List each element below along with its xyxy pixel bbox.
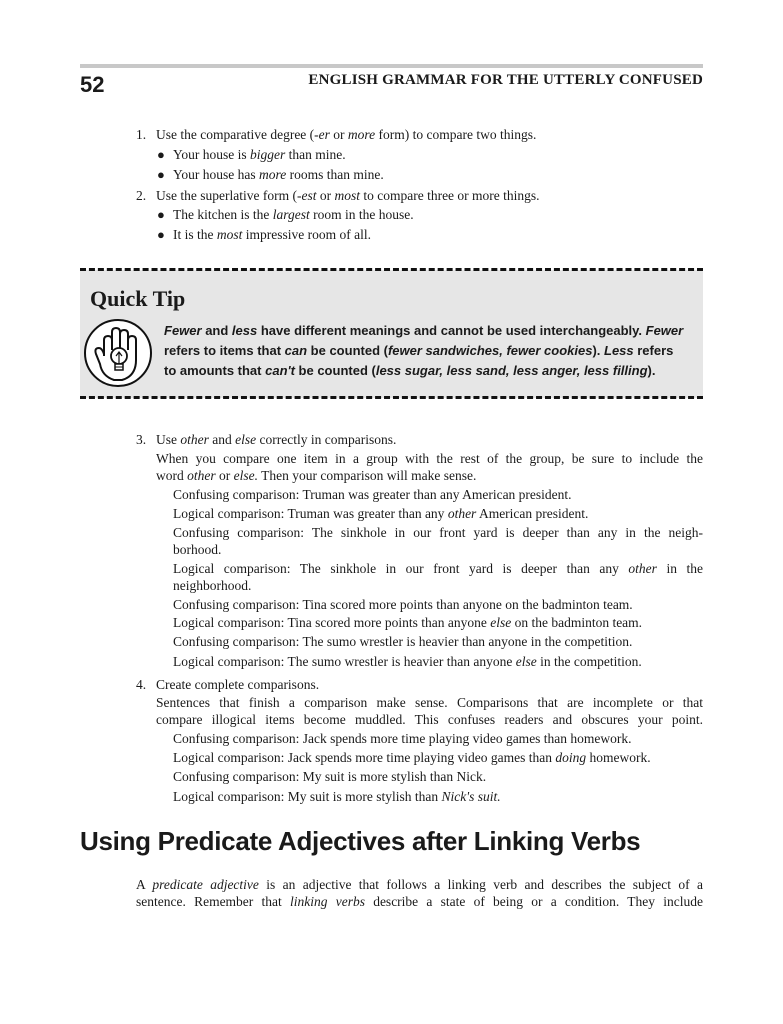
rule-2-text: Use the superlative form (-est or most to compare three or more things. <box>156 188 540 203</box>
quick-tip-line: Fewer and less have different meanings and cannot be used interchangeably. Fewer <box>164 323 684 338</box>
bullet-icon: ● <box>157 147 165 162</box>
bullet-icon: ● <box>157 207 165 222</box>
example-line: Logical comparison: My suit is more stylish than Nick's suit. <box>173 789 501 804</box>
quick-tip-line: refers to items that can be counted (fewer sandwiches, fewer cookies). Less refers <box>164 343 674 358</box>
paragraph-line: compare illogical items become muddled. This confuses readers and obscures your point. <box>156 712 703 727</box>
example-line: Confusing comparison: Tina scored more points than anyone on the badminton team. <box>173 597 633 612</box>
paragraph-line: A predicate adjective is an adjective that follows a linking verb and describes the subject of a <box>136 877 703 892</box>
rule-1-text: Use the comparative degree (-er or more form) to compare two things. <box>156 127 537 142</box>
header-rule <box>80 64 703 68</box>
bullet-icon: ● <box>157 167 165 182</box>
example-line: neighborhood. <box>173 578 252 593</box>
paragraph-line: word other or else. Then your comparison will make sense. <box>156 468 477 483</box>
bullet-item: It is the most impressive room of all. <box>173 227 371 242</box>
example-line: Logical comparison: Tina scored more points than anyone else on the badminton team. <box>173 615 643 630</box>
quick-tip-title: Quick Tip <box>90 286 186 311</box>
bullet-item: The kitchen is the largest room in the house. <box>173 207 414 222</box>
rule-3-text: Use other and else correctly in comparisons. <box>156 432 397 447</box>
example-line: Confusing comparison: The sinkhole in our front yard is deeper than any in the neigh- <box>173 525 703 540</box>
running-head: ENGLISH GRAMMAR FOR THE UTTERLY CONFUSED <box>308 72 703 88</box>
section-heading: Using Predicate Adjectives after Linking Verbs <box>80 826 641 856</box>
lightbulb-in-hand-icon <box>82 316 156 395</box>
tip-border-bottom <box>80 396 703 399</box>
quick-tip-line: to amounts that can't be counted (less sugar, less sand, less anger, less filling). <box>164 363 656 378</box>
example-line: Confusing comparison: Truman was greater than any American president. <box>173 487 572 502</box>
example-line: borhood. <box>173 542 222 557</box>
example-line: Logical comparison: Jack spends more time playing video games than doing homework. <box>173 750 651 765</box>
bullet-icon: ● <box>157 227 165 242</box>
list-number: 1. <box>136 127 147 142</box>
example-line: Confusing comparison: My suit is more stylish than Nick. <box>173 769 487 784</box>
paragraph-line: When you compare one item in a group with the rest of the group, be sure to include the <box>156 451 703 466</box>
list-number: 4. <box>136 677 147 692</box>
list-number: 2. <box>136 188 147 203</box>
example-line: Logical comparison: Truman was greater than any other American president. <box>173 506 589 521</box>
tip-border-top <box>80 268 703 271</box>
page-number: 52 <box>80 72 105 97</box>
paragraph-line: sentence. Remember that linking verbs describe a state of being or a condition. They include <box>136 894 703 909</box>
example-line: Logical comparison: The sumo wrestler is heavier than anyone else in the competition. <box>173 654 642 669</box>
paragraph-line: Sentences that finish a comparison make sense. Comparisons that are incomplete or that <box>156 695 703 710</box>
rule-4-text: Create complete comparisons. <box>156 677 320 692</box>
bullet-item: Your house has more rooms than mine. <box>173 167 384 182</box>
example-line: Confusing comparison: Jack spends more time playing video games than homework. <box>173 731 632 746</box>
list-number: 3. <box>136 432 147 447</box>
example-line: Confusing comparison: The sumo wrestler is heavier than anyone in the competition. <box>173 634 633 649</box>
example-line: Logical comparison: The sinkhole in our front yard is deeper than any other in the <box>173 561 703 576</box>
bullet-item: Your house is bigger than mine. <box>173 147 346 162</box>
